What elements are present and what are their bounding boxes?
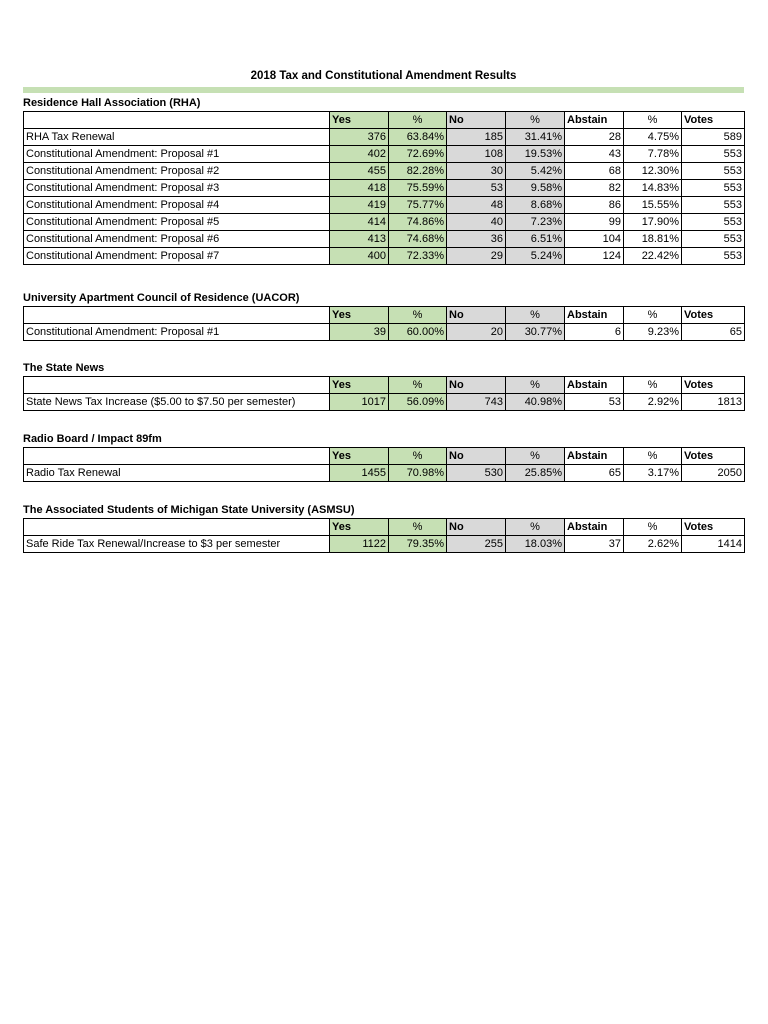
header-no: No <box>447 519 506 536</box>
row-label: Safe Ride Tax Renewal/Increase to $3 per semester <box>24 536 330 553</box>
cell-no-pct: 5.42% <box>506 163 565 180</box>
cell-yes: 418 <box>330 180 389 197</box>
cell-no-pct: 19.53% <box>506 146 565 163</box>
results-table <box>23 376 745 411</box>
cell-no: 185 <box>447 129 506 146</box>
header-abstain: Abstain <box>565 377 624 394</box>
cell-no: 743 <box>447 394 506 411</box>
section-title: The Associated Students of Michigan State University (ASMSU) <box>23 504 355 516</box>
results-table <box>23 306 745 341</box>
header-yes-pct: % <box>389 307 447 324</box>
cell-no-pct: 8.68% <box>506 197 565 214</box>
section-title: University Apartment Council of Residence (UACOR) <box>23 292 300 304</box>
cell-abstain: 86 <box>565 197 624 214</box>
cell-no-pct: 6.51% <box>506 231 565 248</box>
section-2 <box>23 360 744 411</box>
cell-abstain-pct: 14.83% <box>624 180 682 197</box>
section-title: The State News <box>23 362 105 374</box>
header-yes: Yes <box>330 448 389 465</box>
header-votes: Votes <box>682 519 745 536</box>
cell-yes-pct: 63.84% <box>389 129 447 146</box>
cell-votes: 1414 <box>682 536 745 553</box>
table-row <box>24 163 745 180</box>
cell-abstain: 104 <box>565 231 624 248</box>
section-4 <box>23 502 744 553</box>
cell-yes: 1455 <box>330 465 389 482</box>
cell-yes-pct: 75.59% <box>389 180 447 197</box>
header-yes-pct: % <box>389 519 447 536</box>
row-label: Constitutional Amendment: Proposal #5 <box>24 214 330 231</box>
header-blank-cell <box>24 448 330 465</box>
header-no-pct: % <box>506 307 565 324</box>
header-no: No <box>447 112 506 129</box>
cell-abstain: 124 <box>565 248 624 265</box>
header-yes: Yes <box>330 112 389 129</box>
cell-votes: 553 <box>682 146 745 163</box>
header-abstain: Abstain <box>565 307 624 324</box>
header-abstain: Abstain <box>565 112 624 129</box>
cell-yes: 1122 <box>330 536 389 553</box>
header-row <box>24 377 745 394</box>
cell-votes: 553 <box>682 163 745 180</box>
cell-yes: 419 <box>330 197 389 214</box>
cell-votes: 553 <box>682 214 745 231</box>
row-label: Constitutional Amendment: Proposal #7 <box>24 248 330 265</box>
cell-abstain: 99 <box>565 214 624 231</box>
header-abstain: Abstain <box>565 448 624 465</box>
cell-abstain: 43 <box>565 146 624 163</box>
header-abstain-pct: % <box>624 519 682 536</box>
header-row <box>24 519 745 536</box>
header-yes-pct: % <box>389 377 447 394</box>
cell-yes-pct: 75.77% <box>389 197 447 214</box>
header-votes: Votes <box>682 448 745 465</box>
header-no: No <box>447 377 506 394</box>
row-label: Constitutional Amendment: Proposal #4 <box>24 197 330 214</box>
results-table <box>23 111 745 265</box>
row-label: Constitutional Amendment: Proposal #3 <box>24 180 330 197</box>
cell-abstain-pct: 2.92% <box>624 394 682 411</box>
cell-no: 108 <box>447 146 506 163</box>
header-row <box>24 448 745 465</box>
cell-yes-pct: 70.98% <box>389 465 447 482</box>
cell-yes: 413 <box>330 231 389 248</box>
header-abstain-pct: % <box>624 112 682 129</box>
header-blank-cell <box>24 112 330 129</box>
title-divider <box>23 87 744 93</box>
cell-no-pct: 31.41% <box>506 129 565 146</box>
table-row <box>24 231 745 248</box>
cell-no-pct: 7.23% <box>506 214 565 231</box>
table-row <box>24 180 745 197</box>
cell-abstain-pct: 4.75% <box>624 129 682 146</box>
cell-yes-pct: 72.69% <box>389 146 447 163</box>
table-row <box>24 465 745 482</box>
header-abstain-pct: % <box>624 377 682 394</box>
cell-abstain: 28 <box>565 129 624 146</box>
cell-yes-pct: 79.35% <box>389 536 447 553</box>
cell-yes-pct: 82.28% <box>389 163 447 180</box>
cell-abstain: 53 <box>565 394 624 411</box>
section-0 <box>23 95 744 265</box>
header-abstain: Abstain <box>565 519 624 536</box>
header-yes-pct: % <box>389 112 447 129</box>
cell-no: 36 <box>447 231 506 248</box>
cell-yes: 39 <box>330 324 389 341</box>
cell-abstain-pct: 15.55% <box>624 197 682 214</box>
cell-votes: 553 <box>682 248 745 265</box>
cell-no: 20 <box>447 324 506 341</box>
cell-votes: 553 <box>682 197 745 214</box>
row-label: Constitutional Amendment: Proposal #1 <box>24 146 330 163</box>
row-label: State News Tax Increase ($5.00 to $7.50 per semester) <box>24 394 330 411</box>
cell-yes-pct: 74.86% <box>389 214 447 231</box>
cell-no: 530 <box>447 465 506 482</box>
cell-votes: 1813 <box>682 394 745 411</box>
cell-votes: 65 <box>682 324 745 341</box>
header-yes-pct: % <box>389 448 447 465</box>
header-row <box>24 307 745 324</box>
cell-yes: 402 <box>330 146 389 163</box>
cell-abstain-pct: 18.81% <box>624 231 682 248</box>
cell-yes-pct: 60.00% <box>389 324 447 341</box>
header-no-pct: % <box>506 519 565 536</box>
table-row <box>24 394 745 411</box>
cell-no-pct: 40.98% <box>506 394 565 411</box>
section-title: Radio Board / Impact 89fm <box>23 433 162 445</box>
cell-no: 255 <box>447 536 506 553</box>
section-1 <box>23 290 744 341</box>
cell-no-pct: 5.24% <box>506 248 565 265</box>
cell-abstain: 6 <box>565 324 624 341</box>
header-blank-cell <box>24 377 330 394</box>
header-no-pct: % <box>506 112 565 129</box>
cell-no-pct: 25.85% <box>506 465 565 482</box>
cell-no-pct: 18.03% <box>506 536 565 553</box>
cell-yes: 414 <box>330 214 389 231</box>
table-row <box>24 214 745 231</box>
cell-abstain: 68 <box>565 163 624 180</box>
cell-no: 53 <box>447 180 506 197</box>
cell-no: 48 <box>447 197 506 214</box>
row-label: Constitutional Amendment: Proposal #6 <box>24 231 330 248</box>
cell-abstain: 82 <box>565 180 624 197</box>
cell-no: 29 <box>447 248 506 265</box>
cell-abstain-pct: 7.78% <box>624 146 682 163</box>
header-no: No <box>447 448 506 465</box>
header-abstain-pct: % <box>624 448 682 465</box>
cell-no: 30 <box>447 163 506 180</box>
row-label: Radio Tax Renewal <box>24 465 330 482</box>
header-blank-cell <box>24 519 330 536</box>
header-blank-cell <box>24 307 330 324</box>
cell-no-pct: 9.58% <box>506 180 565 197</box>
section-3 <box>23 431 744 482</box>
cell-no: 40 <box>447 214 506 231</box>
row-label: Constitutional Amendment: Proposal #1 <box>24 324 330 341</box>
cell-yes-pct: 72.33% <box>389 248 447 265</box>
page-title: 2018 Tax and Constitutional Amendment Results <box>250 70 517 82</box>
cell-votes: 2050 <box>682 465 745 482</box>
cell-yes: 455 <box>330 163 389 180</box>
header-yes: Yes <box>330 307 389 324</box>
cell-votes: 553 <box>682 231 745 248</box>
header-yes: Yes <box>330 377 389 394</box>
cell-abstain-pct: 3.17% <box>624 465 682 482</box>
header-no-pct: % <box>506 448 565 465</box>
row-label: RHA Tax Renewal <box>24 129 330 146</box>
cell-no-pct: 30.77% <box>506 324 565 341</box>
cell-votes: 589 <box>682 129 745 146</box>
cell-yes: 376 <box>330 129 389 146</box>
results-table <box>23 518 745 553</box>
cell-yes: 400 <box>330 248 389 265</box>
section-title: Residence Hall Association (RHA) <box>23 97 201 109</box>
header-no: No <box>447 307 506 324</box>
results-table <box>23 447 745 482</box>
table-row <box>24 536 745 553</box>
cell-yes-pct: 56.09% <box>389 394 447 411</box>
cell-abstain-pct: 2.62% <box>624 536 682 553</box>
cell-abstain-pct: 12.30% <box>624 163 682 180</box>
table-row <box>24 324 745 341</box>
header-abstain-pct: % <box>624 307 682 324</box>
table-row <box>24 146 745 163</box>
header-votes: Votes <box>682 307 745 324</box>
cell-abstain: 37 <box>565 536 624 553</box>
cell-yes-pct: 74.68% <box>389 231 447 248</box>
header-votes: Votes <box>682 377 745 394</box>
header-votes: Votes <box>682 112 745 129</box>
header-row <box>24 112 745 129</box>
cell-abstain-pct: 17.90% <box>624 214 682 231</box>
cell-abstain: 65 <box>565 465 624 482</box>
table-row <box>24 248 745 265</box>
cell-votes: 553 <box>682 180 745 197</box>
header-no-pct: % <box>506 377 565 394</box>
cell-abstain-pct: 9.23% <box>624 324 682 341</box>
table-row <box>24 129 745 146</box>
row-label: Constitutional Amendment: Proposal #2 <box>24 163 330 180</box>
table-row <box>24 197 745 214</box>
cell-abstain-pct: 22.42% <box>624 248 682 265</box>
cell-yes: 1017 <box>330 394 389 411</box>
header-yes: Yes <box>330 519 389 536</box>
